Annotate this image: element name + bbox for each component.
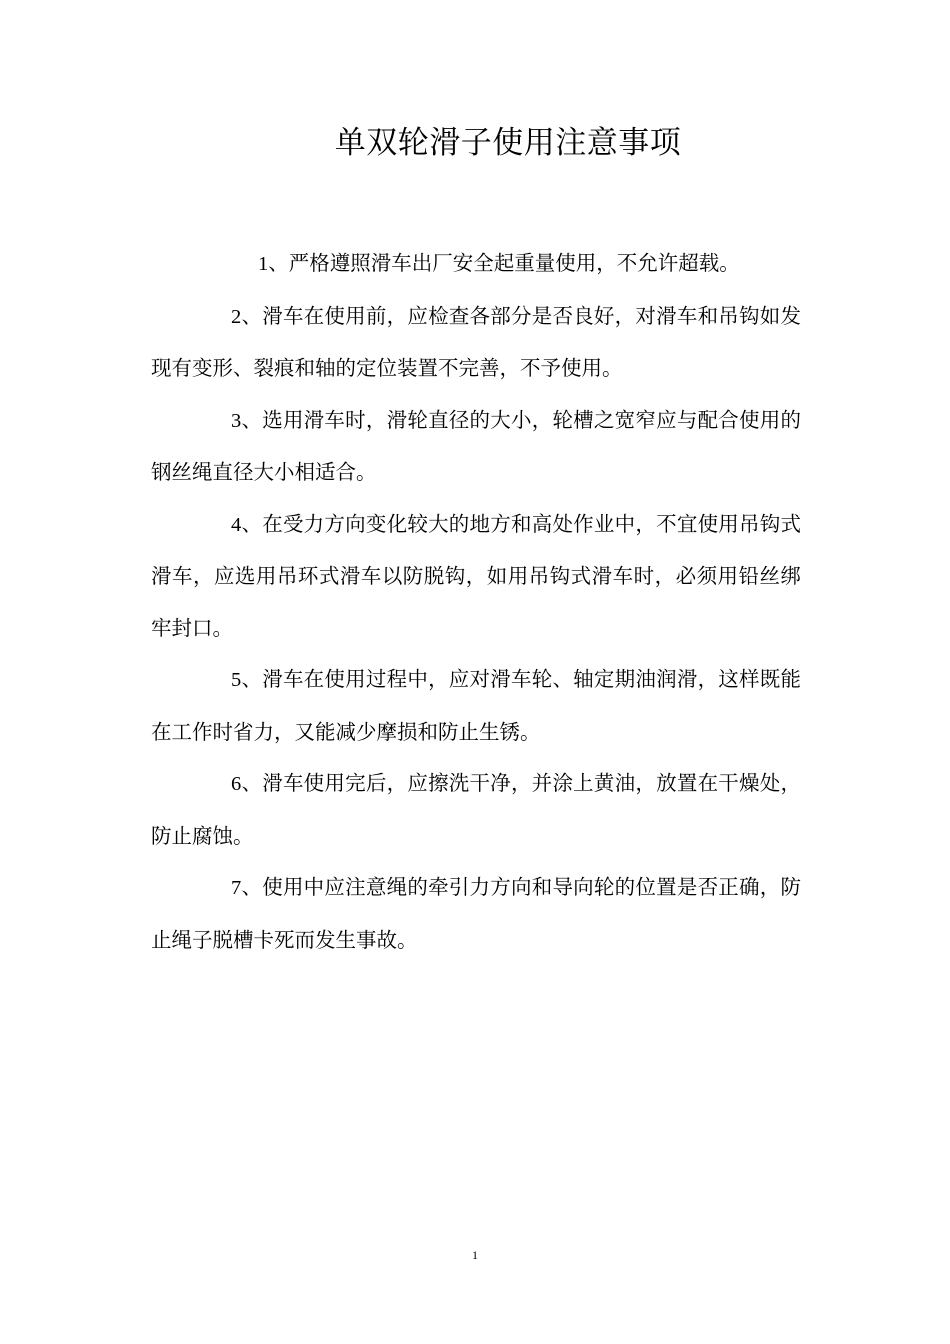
paragraph-number: 6 bbox=[231, 773, 242, 795]
paragraph-text: 、严格遵照滑车出厂安全起重量使用，不允许超载。 bbox=[268, 251, 740, 275]
paragraph-7 bbox=[151, 862, 801, 966]
paragraph-2 bbox=[151, 291, 801, 395]
paragraph-6 bbox=[151, 758, 801, 862]
paragraph-number: 3 bbox=[231, 409, 242, 432]
paragraph-number: 2 bbox=[231, 305, 242, 328]
paragraph-text: 、滑车在使用前，应检查各部分是否良好，对滑车和吊钩如发现有变形、裂痕和轴的定位装置不完善，不予使用。 bbox=[151, 303, 801, 380]
paragraph-text: 、选用滑车时，滑轮直径的大小，轮槽之宽窄应与配合使用的钢丝绳直径大小相适合。 bbox=[151, 407, 801, 484]
paragraph-1 bbox=[151, 238, 801, 291]
paragraph-number: 4 bbox=[231, 513, 242, 536]
paragraph-number: 7 bbox=[231, 877, 242, 899]
paragraph-5 bbox=[151, 654, 801, 758]
paragraph-text: 、在受力方向变化较大的地方和高处作业中，不宜使用吊钩式滑车，应选用吊环式滑车以防脱钩，如用吊钩式滑车时，必须用铅丝绑牢封口。 bbox=[151, 511, 801, 640]
paragraph-number: 1 bbox=[258, 253, 269, 275]
paragraph-text: 、使用中应注意绳的牵引力方向和导向轮的位置是否正确，防止绳子脱槽卡死而发生事故。 bbox=[151, 875, 801, 952]
document-body bbox=[151, 238, 801, 966]
paragraph-number: 5 bbox=[231, 669, 242, 691]
page-number: 1 bbox=[472, 1248, 478, 1262]
paragraph-text: 、滑车在使用过程中，应对滑车轮、轴定期油润滑，这样既能在工作时省力，又能减少摩损和防止生锈。 bbox=[151, 667, 801, 744]
paragraph-3 bbox=[151, 395, 801, 499]
paragraph-text: 、滑车使用完后，应擦洗干净，并涂上黄油，放置在干燥处，防止腐蚀。 bbox=[151, 771, 801, 848]
paragraph-4 bbox=[151, 499, 801, 655]
document-title: 单双轮滑子使用注意事项 bbox=[334, 125, 682, 161]
